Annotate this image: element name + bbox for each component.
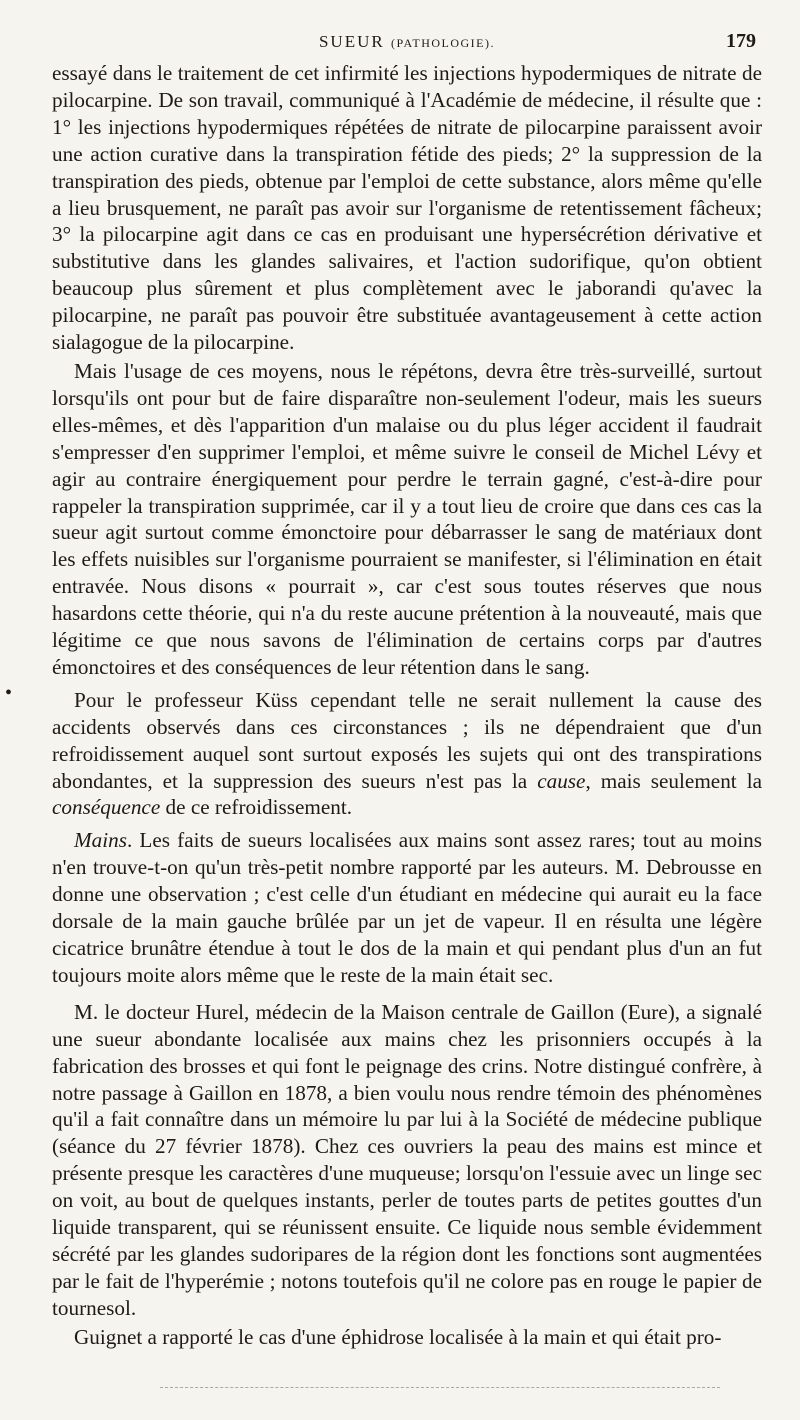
paragraph-2 (52, 358, 762, 681)
margin-bullet-mark: • (5, 682, 13, 704)
paragraph-1 (52, 60, 762, 356)
text-run: , mais seulement la (585, 768, 762, 793)
footer-dashed-rule (160, 1387, 720, 1388)
running-title-main: SUEUR (318, 32, 385, 51)
text-run: de ce refroidissement. (160, 795, 353, 820)
italic-run: conséquence (52, 795, 161, 820)
italic-run: cause (537, 768, 586, 793)
text-run: . Les faits de sueurs localisées aux mains sont assez rares; tout au moins n'en trouve-t-on qu'un très-petit nombre rapporté par les auteurs. M. Debrousse en donne une observation ; c'est celle d'un étudiant en médecine qui aurait eu la face dorsale de la main gauche brûlée par un jet de vapeur. Il en résulta une légère cicatrice brunâtre étendue à tout le dos de la main et qui pendant plus d'un an fut toujours moite alors même que le reste de la main était sec. (52, 828, 762, 987)
body-text (52, 60, 762, 1351)
italic-run: Mains (74, 828, 127, 853)
running-head (52, 26, 762, 60)
paragraph-3 (52, 687, 762, 822)
running-title (52, 32, 762, 52)
running-title-subtitle: (PATHOLOGIE). (390, 36, 496, 50)
text-run: M. le docteur Hurel, médecin de la Maison centrale de Gaillon (Eure), a signalé une sueur abondante localisée aux mains chez les prisonniers occupés à la fabrication des brosses et qui font le peignage des crins. Notre distingué confrère, à notre passage à Gaillon en 1878, a bien voulu nous rendre témoin des phénomènes qu'il a fait connaître dans un mémoire lu par lui à la Société de médecine publique (séance du 27 février 1878). Chez ces ouvriers la peau des mains est mince et présente presque les caractères d'une muqueuse; lorsqu'on l'essuie avec un linge sec on voit, au bout de quelques instants, perler de toutes parts de petites gouttes d'un liquide transparent, qui se réunissent ensuite. Ce liquide nous semble évidemment sécrété par les glandes sudoripares de la région dont les fonctions sont augmentées par le fait de l'hyperémie ; notons toutefois qu'il ne colore pas en rouge le papier de tournesol. (52, 999, 762, 1320)
text-run: Mais l'usage de ces moyens, nous le répétons, devra être très-surveillé, surtout lorsqu'ils ont pour but de faire disparaître non-seulement l'odeur, mais les sueurs elles-mêmes, et dès l'apparition d'un malaise ou du plus léger accident il faudrait s'empresser d'en supprimer l'emploi, et même suivre le conseil de Michel Lévy et agir au contraire énergiquement pour perdre le terrain gagné, c'est-à-dire pour rappeler la transpiration supprimée, car il y a tout lieu de croire que dans ces cas la sueur agit surtout comme émonctoire pour débarrasser le sang de matériaux dont les effets nuisibles sur l'organisme pourraient se manifester, si l'élimination en était entravée. Nous disons « pourrait », car c'est sous toutes réserves que nous hasardons cette théorie, qui n'a du reste aucune prétention à la nouveauté, mais que légitime ce que nous savons de l'élimination de certains corps par d'autres émonctoires et des conséquences de leur rétention dans le sang. (52, 358, 762, 679)
text-run: essayé dans le traitement de cet infirmité les injections hypodermiques de nitrate de pilocarpine. De son travail, communiqué à l'Académie de médecine, il résulte que : 1° les injections hypodermiques répétées de nitrate de pilocarpine paraissent avoir une action curative dans la transpiration fétide des pieds; 2° la suppression de la transpiration des pieds, obtenue par l'emploi de cette substance, alors même qu'elle a lieu brusquement, ne paraît pas avoir sur l'organisme de retentissement fâcheux; 3° la pilocarpine agit dans ce cas en produisant une hypersécrétion dérivative et substitutive dans les glandes salivaires, et l'action sudorifique, qu'on obtient beaucoup plus sûrement et plus complètement avec le jaborandi qu'avec la pilocarpine, ne paraît pas pouvoir être substituée avantageusement à cette action sialagogue de la pilocarpine. (52, 61, 762, 355)
paragraph-5 (52, 999, 762, 1322)
paragraph-6 (52, 1324, 762, 1351)
text-run: Guignet a rapporté le cas d'une éphidrose localisée à la main et qui était pro- (74, 1324, 722, 1349)
page-number: 179 (726, 30, 756, 52)
text-run: Pour le professeur Küss cependant telle ne serait nullement la cause des accidents observés dans ces circonstances ; ils ne dépendraient que d'un refroidissement auquel sont surtout exposés les sujets qui ont des transpirations abondantes, et la suppression des sueurs n'est pas la (52, 687, 762, 793)
paragraph-4-mains (52, 827, 762, 988)
